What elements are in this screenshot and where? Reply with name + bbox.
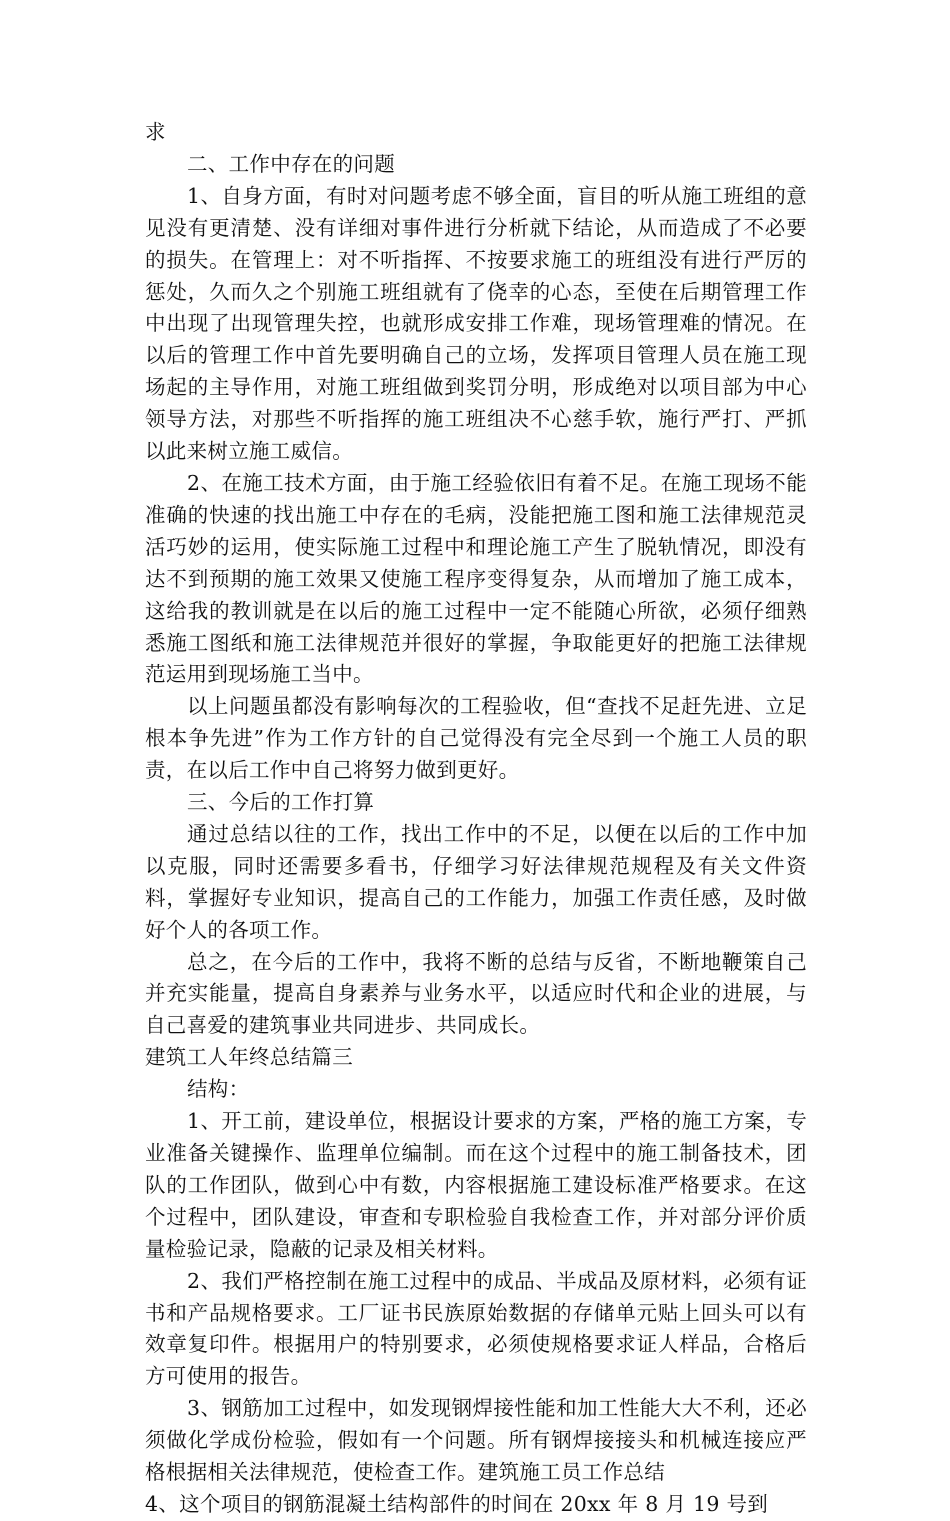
paragraph-summary-problems: 以上问题虽都没有影响每次的工程验收，但“查找不足赶先进、立足根本争先进”作为工作方针的自己觉得没有完全尽到一个施工人员的职责，在以后工作中自己将努力做到更好。 [145, 694, 807, 783]
paragraph-self-aspect: 1、自身方面，有时对问题考虑不够全面，盲目的听从施工班组的意见没有更清楚、没有详细对事件进行分析就下结论，从而造成了不必要的损失。在管理上：对不听指挥、不按要求施工的班组没有进行严厉的惩处，久而久之个别施工班组就有了侥幸的心态，至使在后期管理工作中出现了出现管理失控，也就形成安排工作难，现场管理难的情况。在以后的管理工作中首先要明确自己的立场，发挥项目管理人员在施工现场起的主导作用，对施工班组做到奖罚分明，形成绝对以项目部为中心领导方法，对那些不听指挥的施工班组决不心慈手软，施行严打、严抓以此来树立施工威信。 [145, 183, 807, 464]
paragraph-continuation: 求 [145, 120, 166, 144]
paragraph-technical-aspect: 2、在施工技术方面，由于施工经验依旧有着不足。在施工现场不能准确的快速的找出施工中存在的毛病，没能把施工图和施工法律规范灵活巧妙的运用，使实际施工过程中和理论施工产生了脱轨情况，即没有达不到预期的施工效果又使施工程序变得复杂，从而增加了施工成本，这给我的教训就是在以后的施工过程中一定不能随心所欲，必须仔细熟悉施工图纸和施工法律规范并很好的掌握，争取能更好的把施工法律规范运用到现场施工当中。 [145, 470, 807, 687]
section-heading-structure: 结构： [187, 1077, 250, 1102]
paragraph-plans: 通过总结以往的工作，找出工作中的不足，以便在以后的工作中加以克服，同时还需要多看书，仔细学习好法律规范规程及有关文件资料，掌握好专业知识，提高自己的工作能力，加强工作责任感，及时做好个人的各项工作。 [145, 821, 807, 942]
paragraph-conclusion: 总之，在今后的工作中，我将不断的总结与反省，不断地鞭策自己并充实能量，提高自身素养与业务水平，以适应时代和企业的进展，与自己喜爱的建筑事业共同进步、共同成长。 [145, 949, 807, 1038]
section-heading-plans: 三、今后的工作打算 [187, 790, 375, 815]
paragraph-item-3: 3、钢筋加工过程中，如发现钢焊接性能和加工性能大大不利，还必须做化学成份检验，假如有一个问题。所有钢焊接接头和机械连接应严格根据相关法律规范，使检查工作。建筑施工员工作总结 [145, 1396, 807, 1485]
section-heading-problems: 二、工作中存在的问题 [187, 151, 395, 176]
paragraph-item-1: 1、开工前，建设单位，根据设计要求的方案，严格的施工方案，专业准备关键操作、监理单位编制。而在这个过程中的施工制备技术，团队的工作团队，做到心中有数，内容根据施工建设标准严格要求。在这个过程中，团队建设，审查和专职检验自我检查工作，并对部分评价质量检验记录，隐蔽的记录及相关材料。 [145, 1109, 807, 1261]
paragraph-item-4: 4、这个项目的钢筋混凝土结构部件的时间在 20xx 年 8 月 19 号到 [145, 1491, 769, 1516]
document-body [145, 117, 807, 1521]
article-title: 建筑工人年终总结篇三 [145, 1045, 353, 1070]
paragraph-item-2: 2、我们严格控制在施工过程中的成品、半成品及原材料，必须有证书和产品规格要求。工厂证书民族原始数据的存储单元贴上回头可以有效章复印件。根据用户的特别要求，必须使规格要求证人样品，合格后方可使用的报告。 [145, 1268, 807, 1389]
